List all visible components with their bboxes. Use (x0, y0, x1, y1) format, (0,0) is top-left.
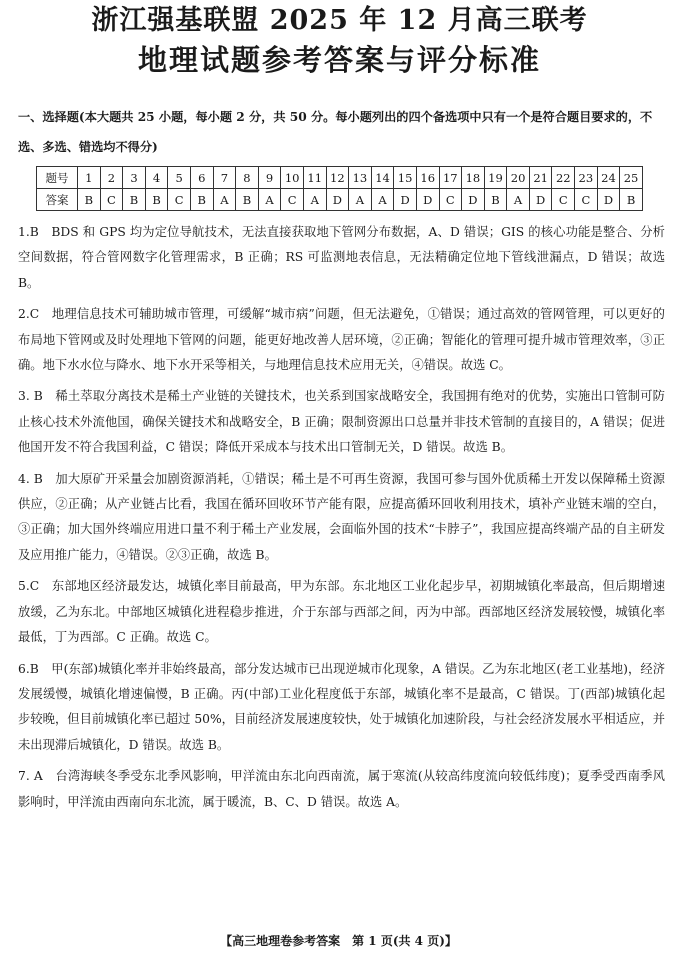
answer-cell: C (168, 189, 191, 211)
exam-title: 浙江强基联盟 2025 年 12 月高三联考 (91, 5, 588, 36)
answer-table-answer-row (37, 189, 643, 211)
question-number: 6.B (18, 661, 39, 676)
row-label-number: 题号 (37, 167, 78, 189)
question-number: 5.C (18, 579, 40, 594)
answer-cell: C (281, 189, 304, 211)
question-number-cell: 4 (145, 167, 168, 189)
question-number: 7. A (18, 769, 43, 784)
question-number-cell: 16 (416, 167, 439, 189)
question-number-cell: 23 (575, 167, 598, 189)
answer-cell: A (507, 189, 530, 211)
question-number: 2.C (18, 307, 40, 322)
answer-cell: A (349, 189, 372, 211)
answer-cell: D (529, 189, 552, 211)
answer-cell: B (78, 189, 101, 211)
question-number-cell: 22 (552, 167, 575, 189)
question-number-cell: 10 (281, 167, 304, 189)
question-number-cell: 20 (507, 167, 530, 189)
question-number-cell: 14 (371, 167, 394, 189)
answer-cell: D (416, 189, 439, 211)
answer-cell: C (439, 189, 462, 211)
question-number-cell: 12 (326, 167, 349, 189)
section-intro: 一、选择题(本大题共 25 小题，每小题 2 分，共 50 分。每小题列出的四个备选项中只有一个是符合题目要求的，不选、多选、错选均不得分) (18, 110, 653, 154)
answer-cell: D (462, 189, 485, 211)
answer-cell: A (371, 189, 394, 211)
answer-cell: B (145, 189, 168, 211)
question-text: BDS 和 GPS 均为定位导航技术，无法直接获取地下管网分布数据，A、D 错误；GIS 的核心功能是整合、分析空间数据，符合管网数字化管理需求，B 正确；RS 可监测地表信息，无法精确定位地下管线泄漏点，D 错误；故选 B。 (18, 225, 665, 290)
question-explanation (18, 467, 665, 569)
question-number-cell: 13 (349, 167, 372, 189)
answer-cell: C (575, 189, 598, 211)
question-number-cell: 25 (620, 167, 643, 189)
answer-cell: A (258, 189, 281, 211)
answer-cell: B (190, 189, 213, 211)
answer-cell: B (484, 189, 507, 211)
question-number-cell: 2 (100, 167, 123, 189)
question-number-cell: 21 (529, 167, 552, 189)
question-explanation (18, 220, 665, 296)
question-text: 稀土萃取分离技术是稀土产业链的关键技术，也关系到国家战略安全，我国拥有绝对的优势，实施出口管制可防止核心技术外流他国，确保关键技术和战略安全，B 正确；限制资源出口总量并非技术管制的直接目的，A 错误；促进他国开发不符合我国利益，C 错误；降低开采成本与技术出口管制无关，D 错误。故选 B。 (18, 389, 665, 455)
answer-cell: C (100, 189, 123, 211)
answer-cell: B (236, 189, 259, 211)
question-number-cell: 8 (236, 167, 259, 189)
answer-cell: A (213, 189, 236, 211)
question-number-cell: 15 (394, 167, 417, 189)
answer-cell: A (303, 189, 326, 211)
question-number-cell: 9 (258, 167, 281, 189)
answer-cell: D (394, 189, 417, 211)
question-number: 3. B (18, 389, 43, 404)
question-number-cell: 19 (484, 167, 507, 189)
question-explanation (18, 384, 665, 460)
question-number: 1.B (18, 225, 39, 239)
question-text: 地理信息技术可辅助城市管理，可缓解“城市病”问题，但无法避免，①错误；通过高效的管网管理，可以更好的布局地下管网或及时处理地下管网的问题，能更好地改善人居环境，②正确；智能化的管理可提升城市管理效率，③正确。地下水水位与降水、地下水开采等相关，与地理信息技术应用无关，④错误。故选 C。 (18, 307, 665, 373)
question-number-cell: 24 (597, 167, 620, 189)
row-label-answer: 答案 (37, 189, 78, 211)
question-explanation (18, 574, 665, 650)
question-text: 甲(东部)城镇化率并非始终最高，部分发达城市已出现逆城市化现象，A 错误。乙为东北地区(老工业基地)，经济发展缓慢，城镇化增速偏慢，B 正确。丙(中部)工业化程度低于东部，城镇化率不是最高，C 错误。丁(西部)城镇化起步较晚，但目前城镇化率已超过 50%，目前经济发展速度较快，处于城镇化加速阶段，与社会经济发展水平相适应，并未出现滞后城镇化，D 错误。故选 B。 (18, 661, 665, 752)
question-number-cell: 7 (213, 167, 236, 189)
answer-cell: D (597, 189, 620, 211)
question-explanation (18, 657, 665, 759)
question-number-cell: 3 (123, 167, 146, 189)
page-footer: 【高三地理卷参考答案 第 1 页(共 4 页)】 (220, 934, 457, 948)
question-number-cell: 1 (78, 167, 101, 189)
question-explanations (14, 220, 665, 815)
answer-cell: B (123, 189, 146, 211)
answer-key-title: 地理试题参考答案与评分标准 (137, 43, 541, 77)
answer-cell: D (326, 189, 349, 211)
answer-cell: B (620, 189, 643, 211)
question-number-cell: 11 (303, 167, 326, 189)
question-number-cell: 5 (168, 167, 191, 189)
question-number: 4. B (18, 471, 43, 486)
answer-table (36, 166, 643, 211)
answer-table-number-row (37, 167, 643, 189)
question-text: 东部地区经济最发达，城镇化率目前最高，甲为东部。东北地区工业化起步早，初期城镇化率最高，但后期增速放缓，乙为东北。中部地区城镇化进程稳步推进，介于东部与西部之间，丙为中部。西部地区经济发展较慢，城镇化率最低，丁为西部。C 正确。故选 C。 (18, 579, 665, 645)
question-explanation (18, 764, 665, 815)
question-explanation (18, 302, 665, 378)
question-number-cell: 17 (439, 167, 462, 189)
answer-cell: C (552, 189, 575, 211)
question-text: 台湾海峡冬季受东北季风影响，甲洋流由东北向西南流，属于寒流(从较高纬度流向较低纬度)；夏季受西南季风影响时，甲洋流由西南向东北流，属于暖流，B、C、D 错误。故选 A。 (18, 769, 665, 809)
question-number-cell: 6 (190, 167, 213, 189)
question-number-cell: 18 (462, 167, 485, 189)
question-text: 加大原矿开采量会加剧资源消耗，①错误；稀土是不可再生资源，我国可参与国外优质稀土开发以保障稀土资源供应，②正确；从产业链占比看，我国在循环回收环节产能有限，应提高循环回收利用技术，填补产业链末端的空白，③正确；加大国外终端应用进口量不利于稀土产业发展，会面临外国的技术“卡脖子”，我国应提高终端产品的自主研发及应用推广能力，④错误。②③正确，故选 B。 (18, 471, 665, 562)
